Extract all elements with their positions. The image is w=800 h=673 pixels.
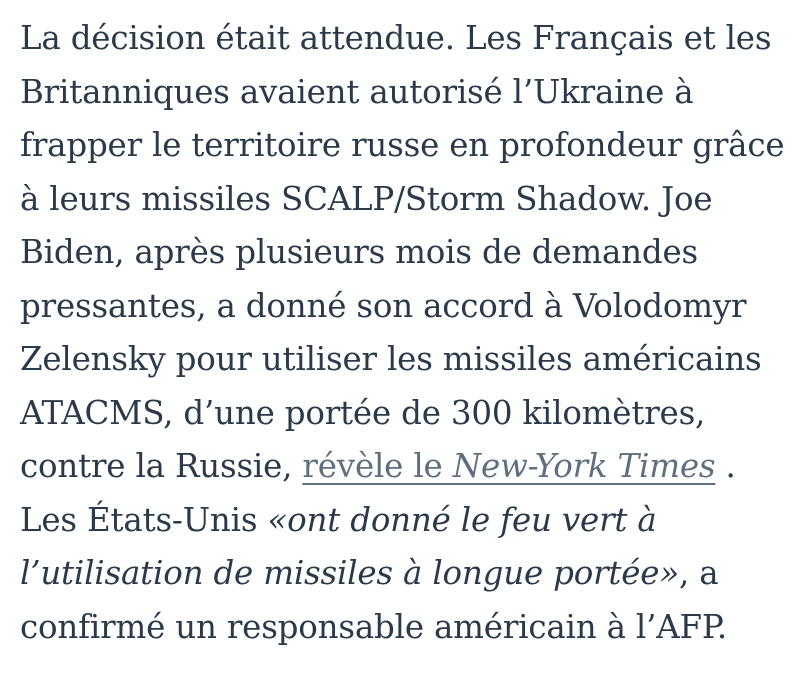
source-link-prefix: révèle le [302,447,453,485]
quoted-statement: «ont donné le feu vert à l’utilisation de missiles à longue portée» [20,500,680,592]
source-link-nyt[interactable] [302,447,715,485]
article-body [20,12,790,654]
paragraph-text-end: , a confirmé un responsable américain à l’AFP. [20,554,728,646]
source-link-name: New-York Times [452,447,716,485]
paragraph-text-after-link: . Les États-Unis [20,447,736,539]
article-paragraph [20,12,790,654]
paragraph-text-before-link: La décision était attendue. Les Français et les Britanniques avaient autorisé l’Ukraine à frapper le territoire russe en profondeur grâce à leurs missiles SCALP/Storm Shadow. Joe Biden, après plusieurs mois de demandes pressantes, a donné son accord à Volodomyr Zelensky pour utiliser les missiles américains ATACMS, d’une portée de 300 kilomètres, contre la Russie, [20,19,785,485]
